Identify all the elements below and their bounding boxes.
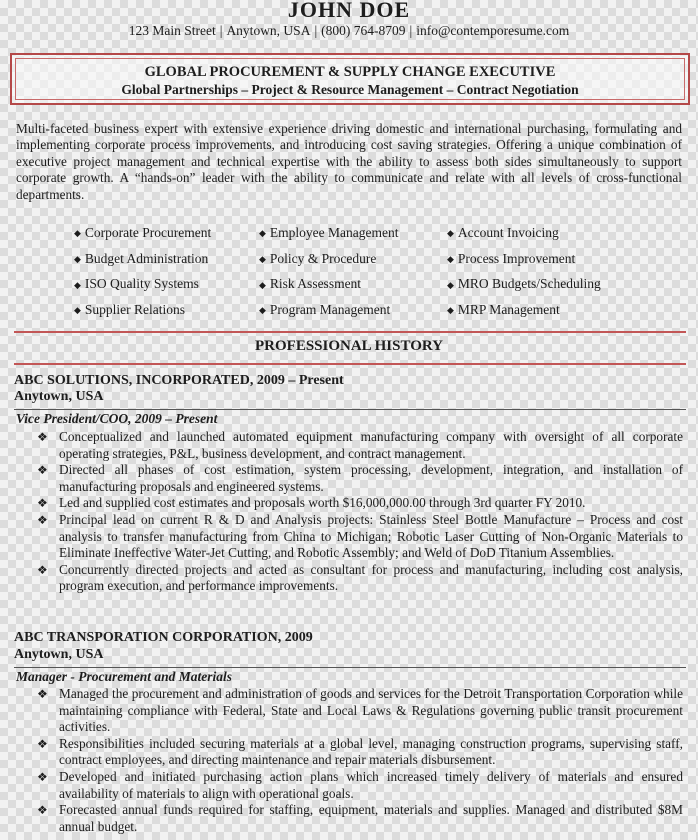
job-bullets [37, 686, 683, 835]
job-bullet: ❖ Conceptualized and launched automated equipment manufacturing company with oversight of all corporate operating strategies, P&L, business development, and contract management. [37, 429, 683, 461]
job-bullet: ❖ Responsibilities included securing materials at a global level, managing construction programs, supervising staff, contract employees, and directing maintenance and repair materials disbursement. [37, 735, 683, 768]
contact-email: info@contemporesume.com [416, 23, 570, 38]
contact-address: 123 Main Street [128, 23, 216, 38]
skill-item: ◆ MRO Budgets/Scheduling [447, 276, 601, 292]
headline-banner [10, 53, 690, 105]
skill-item: ◆ Corporate Procurement [74, 225, 212, 240]
headline-title: GLOBAL PROCUREMENT & SUPPLY CHANGE EXECUTIVE [144, 64, 556, 80]
job-bullets [37, 429, 683, 595]
section-divider [14, 363, 686, 365]
skill-item: ◆ Policy & Procedure [259, 250, 377, 266]
skill-item: ◆ Program Management [259, 302, 391, 318]
contact-phone: (800) 764-8709 [321, 23, 406, 38]
headline-subtitle: Global Partnerships – Project & Resource Management – Contract Negotiation [121, 82, 579, 97]
summary-paragraph: Multi-faceted business expert with extensive experience driving domestic and international purchasing, formulating and implementing corporate process improvements, and introducing cost saving strategies. Offering a unique combination of executive project management and technical expertise with the ability to assess both sides simultaneously to support corporate growth. A “hands-on” leader with the ability to communicate and relate with all levels of cross-functional departments. [16, 121, 682, 202]
job-location: Anytown, USA [14, 389, 104, 404]
job-divider [14, 667, 686, 668]
job-bullet: ❖ Managed the procurement and administration of goods and services for the Detroit Transportation Corporation while maintaining compliance with Federal, State and Local Laws & Regulations governing public transit procurement activities. [37, 686, 683, 735]
contact-line: 123 Main Street | Anytown, USA | (800) 764-8709 | info@contemporesume.com [128, 23, 570, 38]
skills-column [259, 225, 399, 328]
job-role: Vice President/COO, 2009 – Present [16, 411, 218, 426]
job-location: Anytown, USA [14, 647, 104, 662]
job-bullet: ❖ Principal lead on current R & D and Analysis projects: Stainless Steel Bottle Manufacture – Process and cost analysis to transfer manufacturing from China to Michigan; Robotic Laser Cutting of Non-Organic Materials to Eliminate Ineffective Water-Jet Cutting, and Robotic Assembly; and Weld of DoD Titanium Assemblies. [37, 511, 683, 561]
job-bullet: ❖ Forecasted annual funds required for staffing, equipment, materials and supplies. Managed and distributed $8M annual budget. [37, 802, 683, 834]
skill-item: ◆ Risk Assessment [259, 276, 362, 292]
skill-item: ◆ Supplier Relations [74, 302, 186, 318]
skill-item: ◆ Employee Management [259, 225, 399, 240]
skill-item: ◆ MRP Management [447, 302, 560, 318]
skill-item: ◆ Budget Administration [74, 250, 209, 266]
section-title-history: PROFESSIONAL HISTORY [255, 338, 443, 354]
skills-column [74, 225, 211, 328]
job-bullet: ❖ Led and supplied cost estimates and proposals worth $16,000,000.00 through 3rd quarter FY 2010. [37, 495, 586, 511]
section-divider [14, 331, 686, 333]
skill-item: ◆ ISO Quality Systems [74, 276, 199, 292]
skills-column [447, 225, 601, 328]
job-divider [14, 409, 686, 410]
job-company: ABC TRANSPORATION CORPORATION, 2009 [14, 630, 313, 645]
skill-item: ◆ Account Invoicing [447, 225, 559, 240]
contact-city: Anytown, USA [226, 23, 311, 38]
applicant-name: JOHN DOE [287, 0, 411, 22]
job-company: ABC SOLUTIONS, INCORPORATED, 2009 – Present [14, 373, 344, 388]
job-bullet: ❖ Directed all phases of cost estimation, system processing, development, integration, and installation of manufacturing proposals and engineered systems. [37, 462, 683, 494]
job-bullet: ❖ Concurrently directed projects and acted as consultant for process and manufacturing, including cost analysis, program execution, and performance improvements. [37, 561, 683, 594]
skill-item: ◆ Process Improvement [447, 250, 576, 266]
job-bullet: ❖ Developed and initiated purchasing action plans which increased timely delivery of materials and ensured availability of materials to align with operational goals. [37, 768, 683, 801]
job-role: Manager - Procurement and Materials [16, 669, 233, 684]
